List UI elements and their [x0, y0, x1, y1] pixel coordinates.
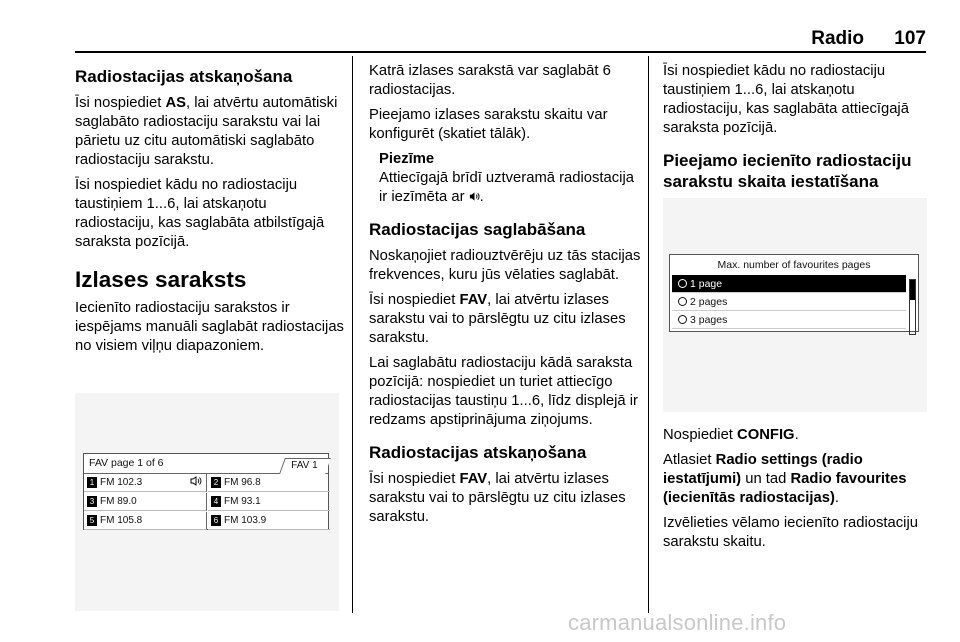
radio-icon [678, 297, 687, 306]
paragraph: Katrā izlases sarakstā var saglabāt 6 radiostacijas. [369, 63, 611, 98]
speaker-icon [190, 474, 202, 492]
page-title: Radio [811, 28, 864, 49]
paragraph: Iecienīto radiostaciju sarakstos ir iespējams manuāli saglabāt radiostacijas no visiem viļņu diapazoniem. [75, 300, 344, 354]
fav-station-3: 3 FM 89.0 [84, 493, 207, 511]
option-1-page: 1 page [672, 275, 906, 293]
option-3-pages: 3 pages [672, 311, 906, 329]
fav-station-5: 5 FM 105.8 [84, 512, 207, 530]
figure-max-favourites [663, 198, 927, 412]
column-2 [369, 62, 641, 533]
scrollbar [909, 279, 916, 335]
radio-icon [678, 279, 687, 288]
paragraph: Izvēlieties vēlamo iecienīto radiostaciju sarakstu skaitu. [663, 515, 918, 550]
section-title: Pieejamo iecienīto radiostaciju sarakstu skaita iestatīšana [663, 151, 912, 191]
paragraph: Nospiediet CONFIG. [663, 427, 799, 443]
fav-tab: FAV 1 [279, 458, 331, 474]
column-3 [663, 62, 933, 199]
paragraph: Pieejamo izlases sarakstu skaitu var konfigurēt (skatiet tālāk). [369, 107, 608, 142]
fav-station-6: 6 FM 103.9 [208, 512, 330, 530]
note-title: Piezīme [379, 151, 435, 167]
scroll-thumb [910, 280, 915, 300]
fav-screen-header [84, 454, 328, 474]
paragraph: Īsi nospiediet kādu no radiostaciju taustiņiem 1...6, lai atskaņotu radiostaciju, kas saglabāta attiecīgajā saraksta pozīcijā. [663, 63, 909, 136]
column-1 [75, 62, 345, 362]
note-text: Attiecīgajā brīdī uztveramā radiostacija ir iezīmēta ar . [379, 170, 634, 205]
section-title: Radiostacijas saglabāšana [369, 220, 586, 239]
fav-station-2: 2 FM 96.8 [208, 474, 330, 492]
section-title: Radiostacijas atskaņošana [369, 443, 587, 462]
section-title: Radiostacijas atskaņošana [75, 67, 293, 86]
column-divider [648, 56, 649, 613]
header-rule [75, 51, 926, 53]
fav-page-screen [83, 453, 329, 530]
watermark: carmanualsonline.info [568, 610, 787, 635]
paragraph: Īsi nospiediet kādu no radiostaciju taustiņiem 1...6, lai atskaņotu radiostaciju, kas saglabāta atbilstīgajā saraksta pozīcijā. [75, 177, 325, 250]
page-number: 107 [894, 28, 926, 49]
paragraph: Lai saglabātu radiostaciju kādā saraksta pozīcijā: nospiediet un turiet attiecīgo radiostacijas taustiņu 1...6, līdz displejā ir redzams apstiprinājuma ziņojums. [369, 355, 638, 428]
paragraph: Īsi nospiediet FAV, lai atvērtu izlases sarakstu vai to pārslēgtu uz citu izlases sarakstu. [369, 471, 626, 525]
paragraph: Īsi nospiediet AS, lai atvērtu automātiski saglabāto radiostaciju sarakstu vai lai pārietu uz citu automātiski saglabāto radiostaciju sarakstu. [75, 95, 338, 168]
paragraph: Īsi nospiediet FAV, lai atvērtu izlases sarakstu vai to pārslēgtu uz citu izlases sarakstu. [369, 292, 626, 346]
fav-page-title: FAV page 1 of 6 [89, 457, 164, 469]
paragraph: Atlasiet Radio settings (radio iestatījumi) un tad Radio favourites (iecienītās radiostacijas). [663, 452, 907, 506]
column-3-lower [663, 426, 933, 558]
max-favourites-title: Max. number of favourites pages [717, 259, 871, 271]
fav-station-4: 4 FM 93.1 [208, 493, 330, 511]
fav-station-1: 1 FM 102.3 [84, 474, 207, 492]
note [369, 150, 641, 207]
radio-icon [678, 315, 687, 324]
max-favourites-screen [669, 254, 919, 332]
option-2-pages: 2 pages [672, 293, 906, 311]
column-divider [352, 56, 353, 613]
figure-fav-page [75, 393, 339, 611]
section-title: Izlases saraksts [75, 267, 247, 292]
paragraph: Noskaņojiet radiouztvērēju uz tās stacijas frekvences, kuru jūs vēlaties saglabāt. [369, 248, 641, 283]
page-header [75, 28, 926, 50]
speaker-icon [469, 189, 480, 205]
